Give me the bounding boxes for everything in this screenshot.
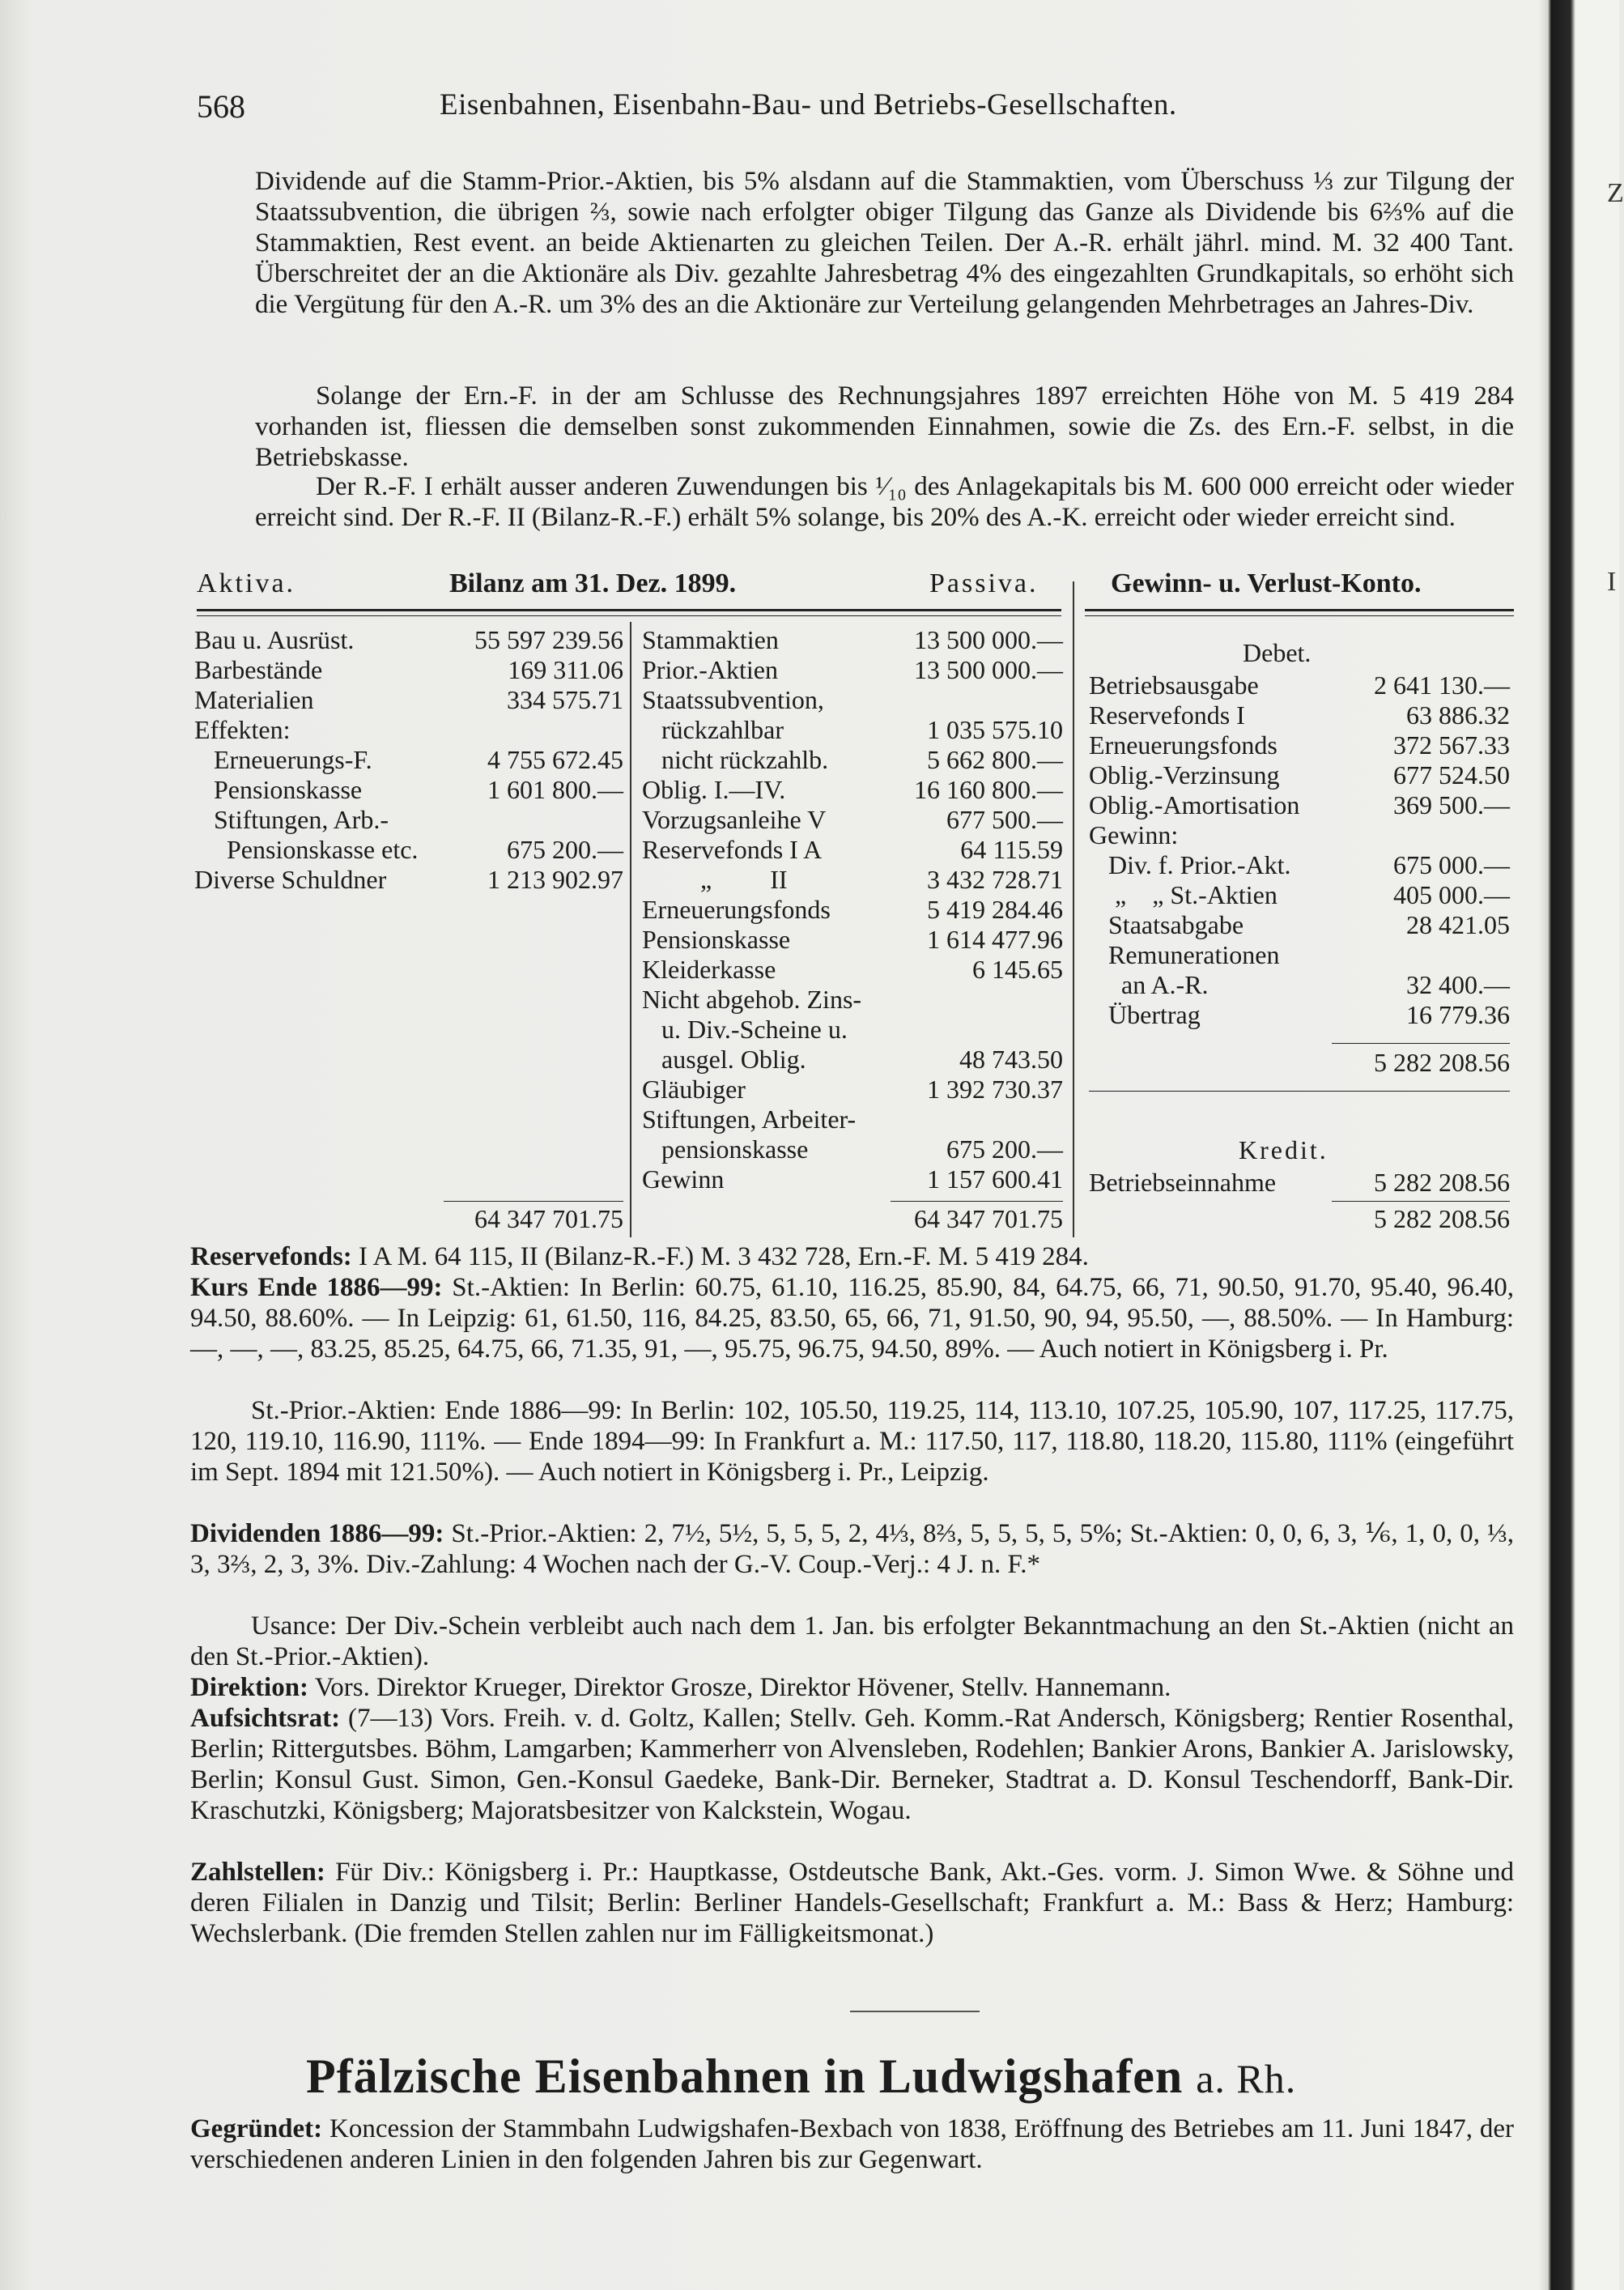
row-label: Stammaktien (642, 625, 779, 654)
row-label: Staatssubvention, (642, 685, 824, 714)
bilanz-rule-2 (197, 615, 1061, 616)
guv-rule (1085, 609, 1514, 611)
aktiva-table (194, 625, 623, 895)
row-value: 5 419 284.46 (927, 895, 1063, 924)
intro-paragraph-3: Der R.-F. I erhält ausser anderen Zuwendungen bis ¹⁄₁₀ des Anlagekapitals bis M. 600 000 erreicht oder wieder erreicht sind. Der R.-F. II (Bilanz-R.-F.) erhält 5% solange, bis 20% des A.-K. erreicht oder wieder erreicht sind. (255, 472, 1514, 532)
row-label: Erneuerungsfonds (642, 895, 831, 924)
row-label: Gewinn (642, 1164, 725, 1194)
bilanz-title: Bilanz am 31. Dez. 1899. (449, 568, 737, 598)
kurs-prior-section: St.-Prior.-Aktien: Ende 1886—99: In Berlin: 102, 105.50, 119.25, 114, 113.10, 107.25, 105.90, 107, 117.25, 117.75, 120, 119.10, 116.90, 111%. — Ende 1894—99: In Frankfurt a. M.: 117.50, 117, 118.80, 118.20, 115.80, 111% (eingeführt im Sept. 1894 mit 121.50%). — Auch notiert in Königsberg i. Pr., Leipzig. (190, 1396, 1514, 1487)
row-label: Gläubiger (642, 1075, 746, 1104)
passiva-total-rule (891, 1201, 1063, 1202)
row-value: 13 500 000.— (914, 655, 1063, 684)
zahlstellen-section (190, 1857, 1514, 1949)
row-label: Effekten: (194, 715, 291, 744)
row-value (893, 985, 1063, 1015)
bilanz-divider (630, 622, 631, 1237)
row-value: 169 311.06 (508, 655, 623, 684)
table-row (1089, 1000, 1510, 1030)
bilanz-rule (197, 609, 1061, 611)
table-row (1089, 760, 1510, 790)
row-value (452, 715, 623, 745)
row-value: 16 779.36 (1406, 1000, 1510, 1029)
row-label: Remunerationen (1089, 940, 1280, 969)
gegruendet-section (190, 2113, 1514, 2175)
row-label: Erneuerungs-F. (194, 745, 372, 774)
reservefonds-label: Reservefonds: (190, 1242, 352, 1271)
table-row (642, 1015, 1063, 1045)
table-row (1089, 1168, 1510, 1198)
row-value: 63 886.32 (1406, 700, 1510, 730)
table-row (194, 745, 623, 775)
row-value: 2 641 130.— (1374, 670, 1510, 700)
row-value: 1 601 800.— (487, 775, 623, 804)
row-value (452, 805, 623, 835)
intro-paragraph-2: Solange der Ern.-F. in der am Schlusse des Rechnungsjahres 1897 erreichten Höhe von M. 5 419 284 vorhanden ist, fliessen die demselben sonst zukommenden Einnahmen, sowie die Zs. des Ern.-F. selbst, in die Betriebskasse. (255, 381, 1514, 472)
row-value: 1 157 600.41 (927, 1164, 1063, 1194)
row-label: Oblig. I.—IV. (642, 775, 786, 804)
kurs-text: St.-Aktien: In Berlin: 60.75, 61.10, 116.25, 85.90, 84, 64.75, 66, 71, 90.50, 91.70, 95.40, 96.40, 94.50, 88.60%. — In Leipzig: 61, 61.50, 116, 84.25, 83.50, 65, 66, 71, 91.50, 90, 94, 95.50, —, 88.50%. — In Hamburg: —, —, —, 83.25, 85.25, 64.75, 66, 71.35, 91, —, 95.75, 96.75, 94.50, 89%. — Auch notiert in Königsberg i. Pr. (190, 1273, 1514, 1364)
row-value: 6 145.65 (972, 955, 1063, 984)
row-value (1345, 820, 1510, 850)
row-value: 675 000.— (1393, 850, 1510, 879)
row-value: 675 200.— (507, 835, 623, 864)
table-row (642, 835, 1063, 865)
row-label: „ „ St.-Aktien (1089, 880, 1278, 909)
table-row (194, 625, 623, 655)
row-value: 677 500.— (946, 805, 1063, 834)
table-row (1089, 970, 1510, 1000)
table-row (642, 715, 1063, 745)
company-title (306, 2049, 1296, 2105)
reservefonds-text: I A M. 64 115, II (Bilanz-R.-F.) M. 3 432 728, Ern.-F. M. 5 419 284. (359, 1242, 1089, 1271)
row-value: 28 421.05 (1406, 910, 1510, 939)
debet-table (1089, 670, 1510, 1030)
row-label: Pensionskasse etc. (194, 835, 419, 864)
margin-mark-mid: I (1607, 567, 1617, 597)
row-label: Nicht abgehob. Zins- (642, 985, 862, 1014)
row-value: 13 500 000.— (914, 625, 1063, 654)
table-row (194, 685, 623, 715)
row-value: 64 115.59 (960, 835, 1063, 864)
row-label: Stiftungen, Arbeiter- (642, 1105, 857, 1134)
table-row (194, 865, 623, 895)
page-number: 568 (197, 88, 245, 125)
row-value: 1 035 575.10 (927, 715, 1063, 744)
running-title: Eisenbahnen, Eisenbahn-Bau- und Betriebs-Gesellschaften. (440, 88, 1177, 121)
guv-title: Gewinn- u. Verlust-Konto. (1111, 568, 1422, 598)
reservefonds-section (190, 1241, 1514, 1272)
row-value: 372 567.33 (1393, 730, 1510, 760)
kredit-total-rule (1332, 1201, 1510, 1202)
row-label: nicht rückzahlb. (642, 745, 829, 774)
table-row (642, 775, 1063, 805)
table-row (1089, 850, 1510, 880)
row-label: Vorzugsanleihe V (642, 805, 827, 834)
guv-rule-2 (1085, 615, 1514, 616)
section-separator (850, 2011, 980, 2012)
row-label: „ II (642, 865, 788, 894)
row-value (893, 1015, 1063, 1045)
row-value: 48 743.50 (959, 1045, 1063, 1074)
dividenden-section (190, 1518, 1514, 1580)
row-label: Diverse Schuldner (194, 865, 387, 894)
row-value: 1 213 902.97 (487, 865, 623, 894)
row-label: u. Div.-Scheine u. (642, 1015, 848, 1044)
aktiva-total-rule (444, 1201, 623, 1202)
row-label: Materialien (194, 685, 314, 714)
company-location: a. Rh. (1196, 2056, 1297, 2101)
row-value: 16 160 800.— (914, 775, 1063, 804)
page-header (197, 87, 1524, 128)
row-label: an A.-R. (1089, 970, 1209, 999)
aufsichtsrat-section (190, 1703, 1514, 1826)
table-row (1089, 790, 1510, 820)
debet-total-rule (1332, 1043, 1510, 1044)
direktion-section (190, 1672, 1514, 1703)
table-row (642, 895, 1063, 925)
debet-total: 5 282 208.56 (1374, 1048, 1510, 1077)
table-row (642, 955, 1063, 985)
table-row (1089, 730, 1510, 760)
row-label: pensionskasse (642, 1134, 809, 1164)
row-label: ausgel. Oblig. (642, 1045, 806, 1074)
aufsichtsrat-label: Aufsichtsrat: (190, 1704, 341, 1733)
table-row (642, 805, 1063, 835)
row-value: 5 662 800.— (927, 745, 1063, 774)
table-row (642, 1164, 1063, 1194)
gegruendet-text: Koncession der Stammbahn Ludwigshafen-Bexbach von 1838, Eröffnung des Betriebes am 11. Juni 1847, der verschiedenen anderen Linien in den folgenden Jahren bis zur Gegenwart. (190, 2114, 1514, 2174)
row-value: 369 500.— (1393, 790, 1510, 819)
row-label: Stiftungen, Arb.- (194, 805, 389, 834)
row-label: Gewinn: (1089, 820, 1179, 849)
kurs-section (190, 1272, 1514, 1364)
aufsichtsrat-text: (7—13) Vors. Freih. v. d. Goltz, Kallen; Stellv. Geh. Komm.-Rat Andersch, Königsberg; Rentier Rosenthal, Berlin; Rittergutsbes. Böhm, Lamgarben; Kammerherr von Alvensleben, Rodehlen; Bankier Arons, Bankier A. Jarislowsky, Berlin; Konsul Gust. Simon, Gen.-Konsul Gaedeke, Bank-Dir. Berneker, Stadtrat a. D. Konsul Teschendorff, Bank-Dir. Kraschutzki, Königsberg; Majoratsbesitzer von Kalckstein, Wogau. (190, 1704, 1514, 1825)
row-label: Staatsabgabe (1089, 910, 1244, 939)
table-row (1089, 940, 1510, 970)
dividenden-text: St.-Prior.-Aktien: 2, 7½, 5½, 5, 5, 5, 2, 4⅓, 8⅔, 5, 5, 5, 5, 5%; St.-Aktien: 0, 0, 6, 3, ⅙, 1, 0, 0, ⅓, 3, 3⅔, 2, 3, 3%. Div.-Zahlung: 4 Wochen nach der G.-V. Coup.-Verj.: 4 J. n. F.* (190, 1519, 1514, 1579)
kredit-table (1089, 1168, 1510, 1198)
row-value: 32 400.— (1406, 970, 1510, 999)
table-row (642, 1045, 1063, 1075)
row-value: 3 432 728.71 (927, 865, 1063, 894)
table-row (642, 685, 1063, 715)
passiva-table (642, 625, 1063, 1194)
direktion-text: Vors. Direktor Krueger, Direktor Grosze, Direktor Hövener, Stellv. Hannemann. (314, 1673, 1171, 1702)
table-row (1089, 910, 1510, 940)
row-value (893, 1105, 1063, 1134)
table-row (642, 985, 1063, 1015)
guv-mid-rule (1089, 1091, 1510, 1092)
dividenden-label: Dividenden 1886—99: (190, 1519, 444, 1548)
row-label: Betriebseinnahme (1089, 1168, 1277, 1197)
table-row (642, 865, 1063, 895)
row-label: Prior.-Aktien (642, 655, 778, 684)
zahlstellen-text: Für Div.: Königsberg i. Pr.: Hauptkasse, Ostdeutsche Bank, Akt.-Ges. vorm. J. Simon Wwe. & Söhne und deren Filialen in Danzig und Tilsit; Berlin: Berliner Handels-Gesellschaft; Frankfurt a. M.: Bass & Herz; Hamburg: Wechslerbank. (Die fremden Stellen zahlen nur im Fälligkeitsmonat.) (190, 1858, 1515, 1948)
table-row (1089, 820, 1510, 850)
kredit-total: 5 282 208.56 (1374, 1204, 1510, 1233)
table-row (1089, 700, 1510, 730)
table-row (642, 1075, 1063, 1105)
table-row (1089, 670, 1510, 700)
row-value: 5 282 208.56 (1374, 1168, 1510, 1197)
row-label: Erneuerungsfonds (1089, 730, 1278, 760)
row-label: Barbestände (194, 655, 323, 684)
row-value: 1 614 477.96 (927, 925, 1063, 954)
row-value: 1 392 730.37 (927, 1075, 1063, 1104)
company-name: Pfälzische Eisenbahnen in Ludwigshafen (306, 2050, 1184, 2103)
zahlstellen-label: Zahlstellen: (190, 1858, 325, 1887)
row-label: Pensionskasse (194, 775, 363, 804)
kredit-label: Kredit. (1239, 1135, 1329, 1164)
margin-mark-top: Z (1607, 178, 1624, 208)
table-row (642, 625, 1063, 655)
row-label: Übertrag (1089, 1000, 1201, 1029)
row-label: Oblig.-Verzinsung (1089, 760, 1280, 790)
guv-divider (1073, 581, 1074, 1237)
row-label: Oblig.-Amortisation (1089, 790, 1300, 819)
gegruendet-label: Gegründet: (190, 2114, 323, 2143)
debet-label: Debet. (1243, 638, 1312, 667)
direktion-label: Direktion: (190, 1673, 309, 1702)
table-row (642, 925, 1063, 955)
table-row (642, 1105, 1063, 1134)
table-row (1089, 880, 1510, 910)
row-value: 334 575.71 (507, 685, 623, 714)
table-row (642, 655, 1063, 685)
row-label: Betriebsausgabe (1089, 670, 1259, 700)
table-row (194, 715, 623, 745)
intro-paragraph-1: Dividende auf die Stamm-Prior.-Aktien, bis 5% alsdann auf die Stammaktien, vom Überschuss ⅓ zur Tilgung der Staatssubvention, die übrigen ⅔, sowie nach erfolgter obiger Tilgung das Ganze als Dividende bis 6⅔% auf die Stammaktien, Rest event. an beide Aktienarten zu gleichen Teilen. Der A.-R. erhält jährl. mind. M. 32 400 Tant. Überschreitet der an die Aktionäre als Div. gezahlte Jahresbetrag 4% des eingezahlten Grundkapitals, so erhöht sich die Vergütung für den A.-R. um 3% des an die Aktionäre zur Verteilung gelangenden Mehrbetrages an Jahres-Div. (255, 167, 1514, 319)
table-row (194, 775, 623, 805)
aktiva-total: 64 347 701.75 (474, 1204, 623, 1233)
row-label: Kleiderkasse (642, 955, 776, 984)
table-row (194, 655, 623, 685)
table-row (642, 745, 1063, 775)
table-row (194, 835, 623, 865)
row-value: 677 524.50 (1393, 760, 1510, 790)
row-value: 675 200.— (946, 1134, 1063, 1164)
row-label: Reservefonds I (1089, 700, 1245, 730)
row-value: 405 000.— (1393, 880, 1510, 909)
table-row (194, 805, 623, 835)
row-value: 4 755 672.45 (487, 745, 623, 774)
aktiva-label: Aktiva. (197, 568, 296, 598)
row-value (893, 685, 1063, 715)
usance-section: Usance: Der Div.-Schein verbleibt auch nach dem 1. Jan. bis erfolgter Bekanntmachung an den St.-Aktien (nicht an den St.-Prior.-Aktien). (190, 1611, 1514, 1671)
row-label: Pensionskasse (642, 925, 791, 954)
row-value (1345, 940, 1510, 970)
kurs-label: Kurs Ende 1886—99: (190, 1273, 443, 1302)
row-label: Div. f. Prior.-Akt. (1089, 850, 1291, 879)
passiva-label: Passiva. (929, 568, 1039, 598)
row-label: Bau u. Ausrüst. (194, 625, 355, 654)
row-label: Reservefonds I A (642, 835, 823, 864)
passiva-total: 64 347 701.75 (914, 1204, 1063, 1233)
row-value: 55 597 239.56 (474, 625, 623, 654)
row-label: rückzahlbar (642, 715, 784, 744)
table-row (642, 1134, 1063, 1164)
